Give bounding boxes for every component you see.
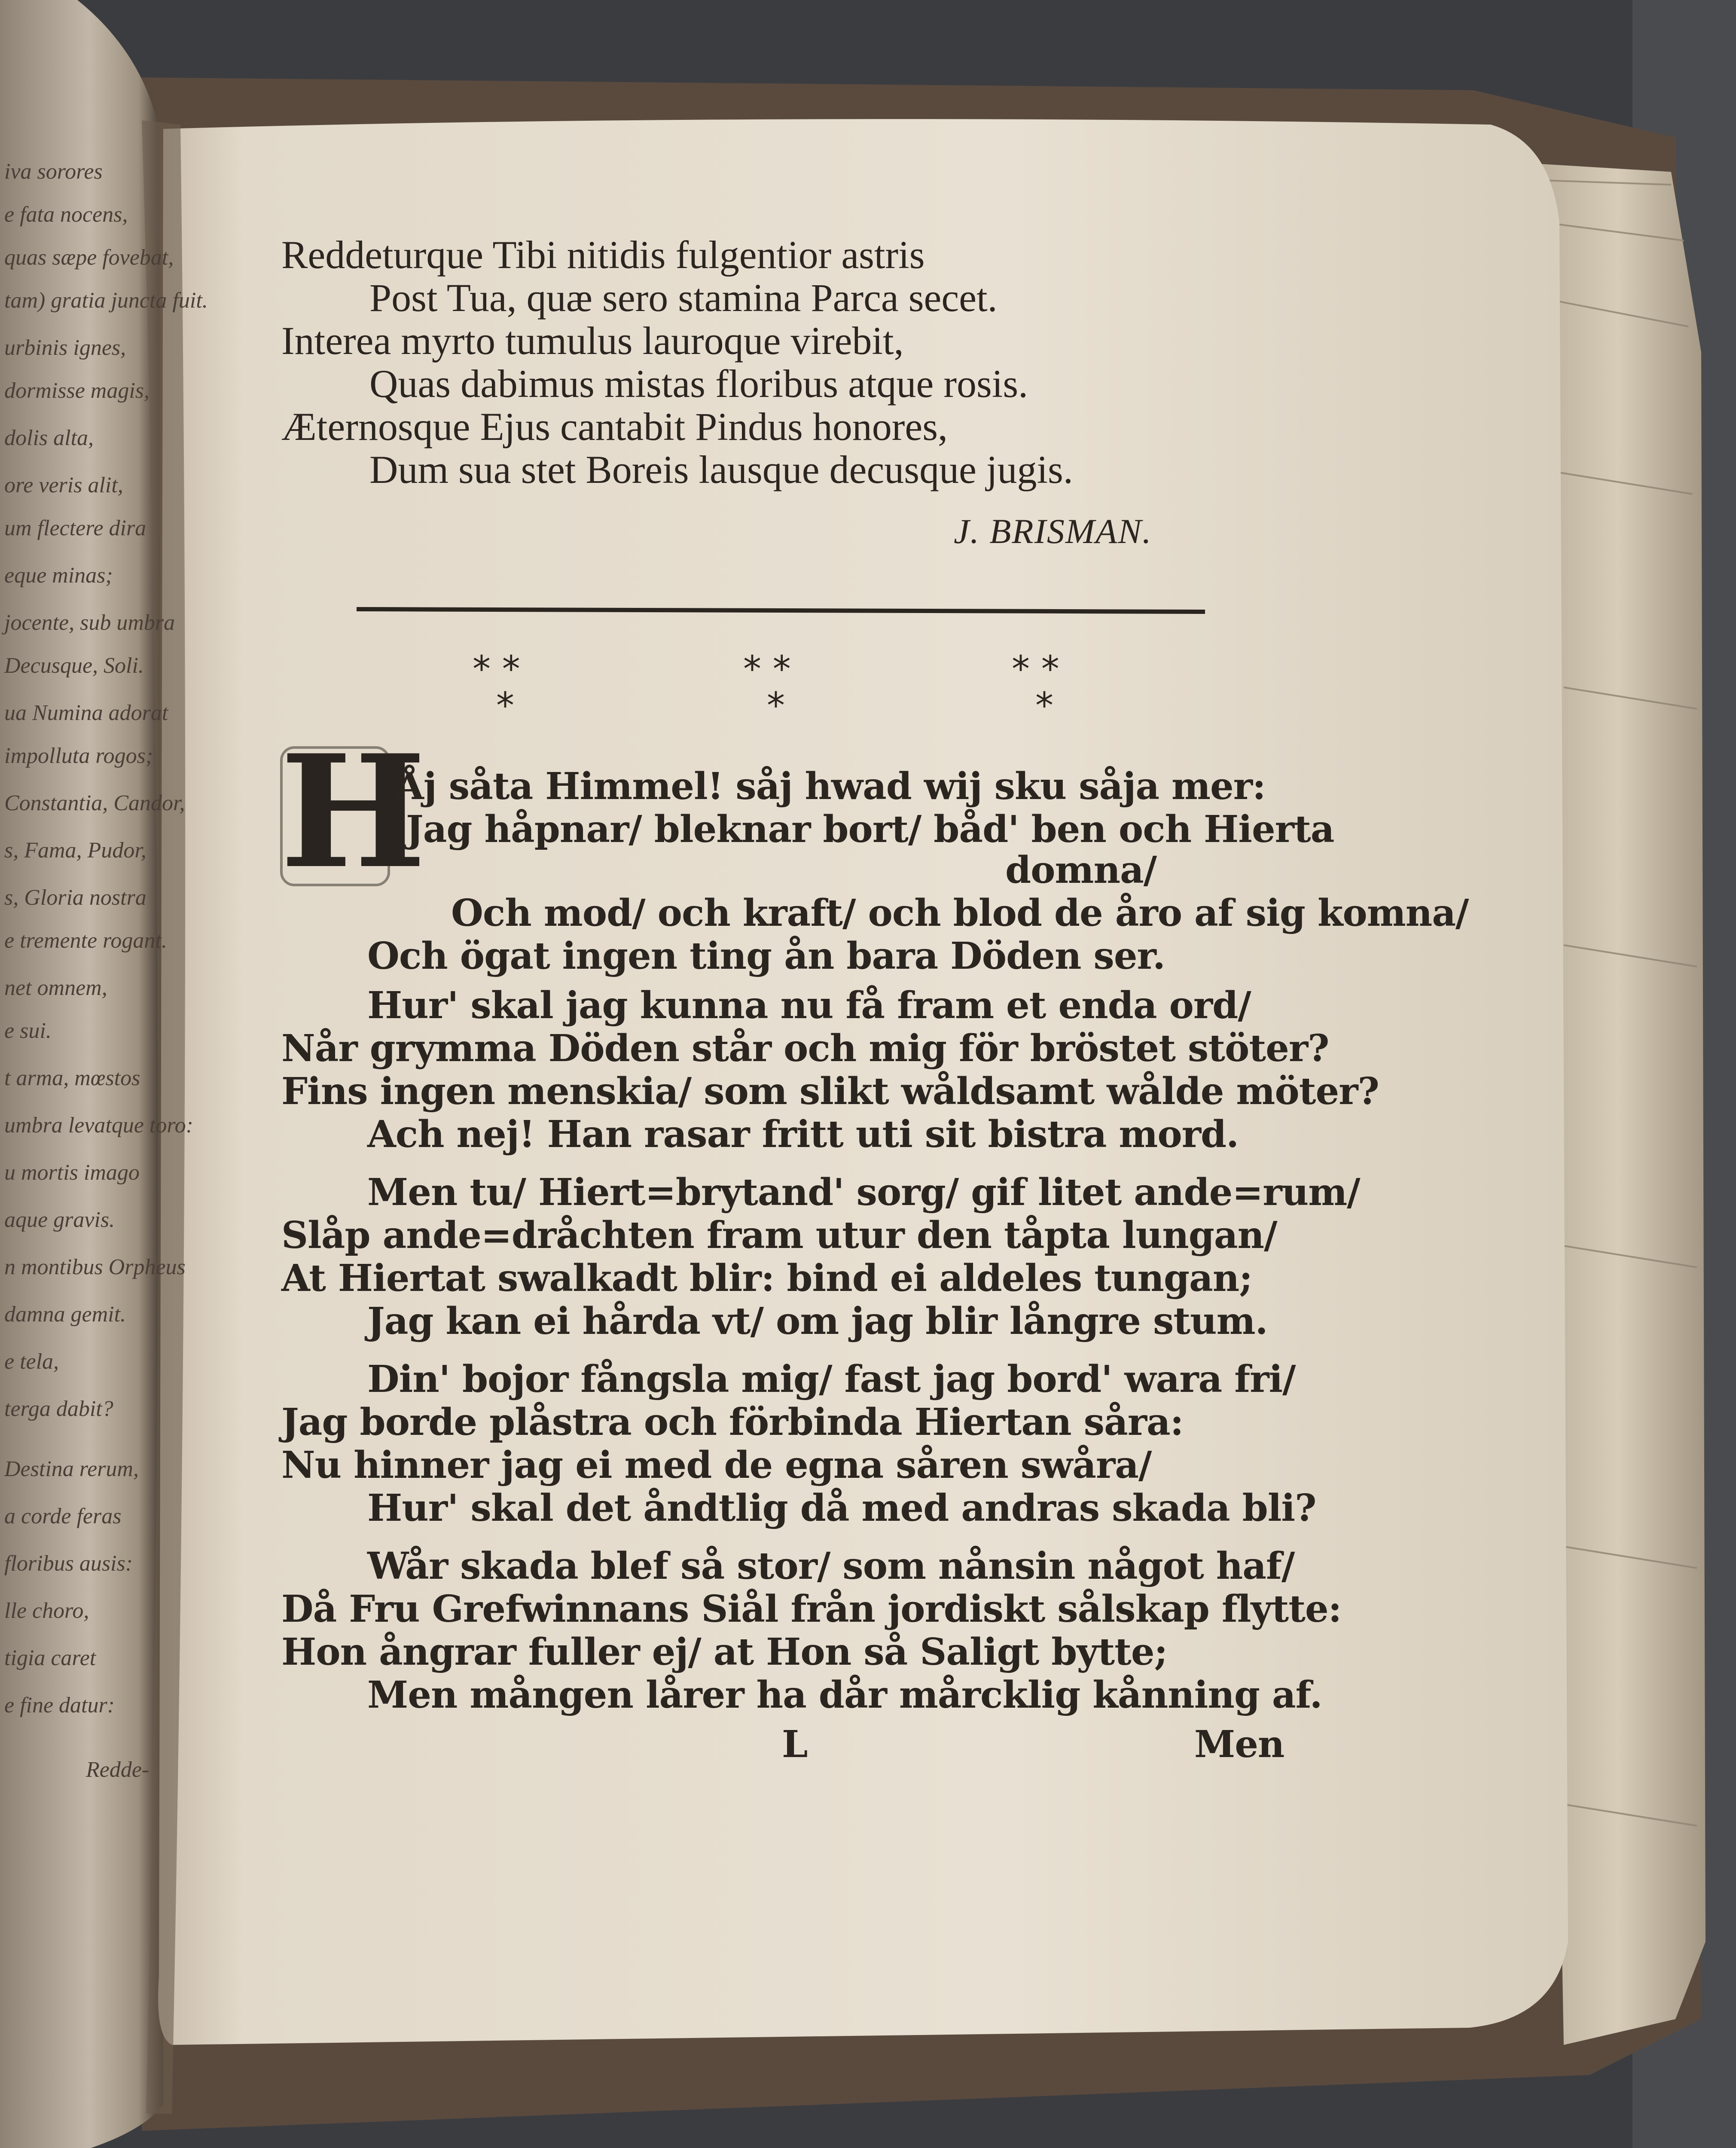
left-fragment: quas sæpe fovebat, [4,245,174,270]
left-fragment: s, Fama, Pudor, [4,838,146,863]
left-fragment: e tremente rogant. [4,928,167,953]
poem-line: Ach nej! Han rasar fritt uti sit bistra mord. [367,1113,1239,1156]
left-fragment: terga dabit? [4,1397,113,1421]
latin-line: Interea myrto tumulus lauroque virebit, [281,319,904,363]
poem-line: Jag håpnar/ bleknar bort/ båd' ben och Hierta [406,808,1334,851]
left-fragment: aque gravis. [4,1208,115,1232]
left-fragment: s, Gloria nostra [4,885,146,910]
left-fragment: ua Numina adorat [4,701,168,725]
left-fragment: a corde feras [4,1504,122,1529]
left-fragment: umbra levatque toro: [4,1113,193,1138]
left-fragment: urbinis ignes, [4,336,126,360]
left-fragment: e sui. [4,1019,52,1043]
latin-line: Post Tua, quæ sero stamina Parca secet. [369,276,998,320]
poem-line: Då Fru Grefwinnans Siål från jordiskt sålskap flytte: [281,1587,1342,1631]
left-fragment: ore veris alit, [4,473,123,497]
poem-line: Hur' skal det åndtlig då med andras skada bli? [367,1486,1316,1530]
left-fragment: Decusque, Soli. [4,653,144,678]
latin-line: Reddeturque Tibi nitidis fulgentior astris [281,233,925,277]
left-fragment: t arma, mœstos [4,1066,140,1090]
poem-line: Men tu/ Hiert=brytand' sorg/ gif litet ande=rum/ [367,1171,1360,1214]
left-fragment: e fine datur: [4,1693,115,1718]
left-fragment: floribus ausis: [4,1551,133,1576]
left-fragment: Redde- [86,1757,149,1782]
left-fragment: Constantia, Candor, [4,791,185,815]
left-fragment: dolis alta, [4,426,94,450]
poem-line: Och mod/ och kraft/ och blod de åro af sig komna/ [451,891,1469,935]
latin-line: Æternosque Ejus cantabit Pindus honores, [281,405,948,449]
poem-line: Hur' skal jag kunna nu få fram et enda ord/ [367,984,1251,1027]
star-single: * [1035,684,1053,726]
poem-line: Slåp ande=dråchten fram utur den tåpta lungan/ [281,1214,1277,1257]
left-fragment: iva sorores [4,159,103,184]
poem-line: Men mången lårer ha dår mårcklig kånning af. [367,1673,1322,1717]
star-pair: * * [1012,648,1059,690]
poem-line: domna/ [1005,848,1157,892]
left-fragment: n montibus Orpheus [4,1255,186,1279]
left-fragment: net omnem, [4,976,107,1000]
left-fragment: impolluta rogos; [4,744,153,768]
poem-line: Hon ångrar fuller ej/ at Hon så Saligt bytte; [281,1630,1168,1674]
poem-line: Fins ingen menskia/ som slikt wåldsamt wålde möter? [281,1070,1379,1113]
poem-line: Jag kan ei hårda vt/ om jag blir långre stum. [367,1300,1268,1343]
star-single: * [767,684,785,726]
left-fragment: lle choro, [4,1599,89,1623]
star-pair: * * [743,648,791,690]
left-fragment: e fata nocens, [4,202,128,227]
left-fragment: Destina rerum, [4,1457,139,1481]
poem-line: Når grymma Döden står och mig för bröstet stöter? [281,1027,1329,1070]
left-fragment: tigia caret [4,1646,96,1670]
left-fragment: damna gemit. [4,1302,126,1327]
ornamental-drop-cap: H [280,721,427,903]
poem-line: At Hiertat swalkadt blir: bind ei aldeles tungan; [281,1257,1252,1300]
left-fragment: u mortis imago [4,1160,140,1185]
left-fragment: e tela, [4,1349,59,1374]
poem-line: Och ögat ingen ting ån bara Döden ser. [367,934,1165,978]
catchword: Men [1194,1723,1284,1766]
left-fragment: dormisse magis, [4,378,150,403]
poem-line: Nu hinner jag ei med de egna såren swåra/ [281,1443,1152,1487]
poem-line: Din' bojor fångsla mig/ fast jag bord' wara fri/ [367,1358,1296,1401]
star-single: * [496,684,514,726]
left-fragment: um flectere dira [4,516,146,540]
left-fragment: eque minas; [4,563,113,588]
left-fragment: jocente, sub umbra [4,610,175,635]
poem-line: Wår skada blef så stor/ som nånsin något haf/ [367,1544,1295,1588]
poem-line: Jag borde plåstra och förbinda Hiertan såra: [281,1400,1184,1444]
star-pair: * * [473,648,520,690]
left-fragment: tam) gratia juncta fuit. [4,288,208,313]
signature-mark: L [782,1723,808,1766]
poem-line: Åj såta Himmel! såj hwad wij sku såja mer: [395,765,1266,808]
latin-line: Quas dabimus mistas floribus atque rosis. [369,362,1028,406]
author-signature: J. BRISMAN. [954,512,1152,551]
latin-line: Dum sua stet Boreis lausque decusque jugis. [369,448,1073,491]
